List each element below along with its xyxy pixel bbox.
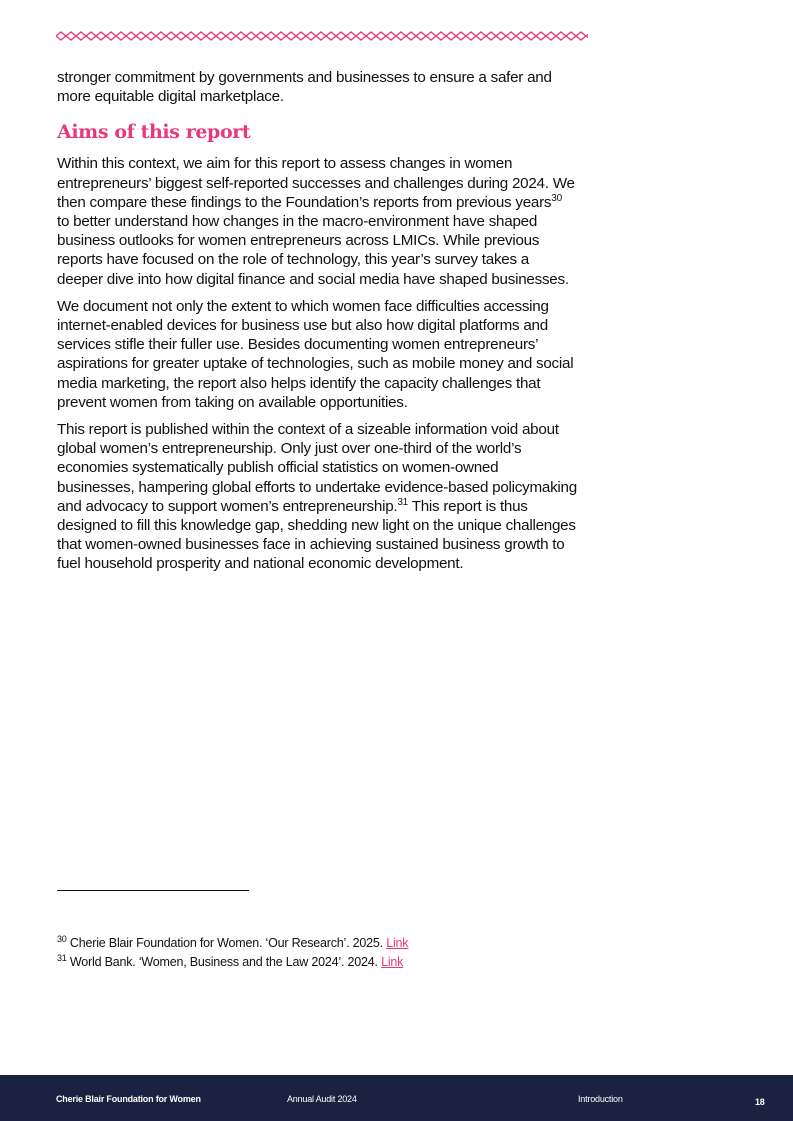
footnote-number: 30: [57, 934, 67, 944]
footnote-ref-31[interactable]: 31: [397, 496, 408, 508]
aims-paragraph-3: [57, 420, 577, 574]
section-heading: Aims of this report: [57, 121, 251, 144]
aims-paragraph-1: [57, 154, 577, 288]
footnote-ref-30[interactable]: 30: [551, 192, 562, 204]
footnote-text: World Bank. ‘Women, Business and the Law 2024’. 2024.: [69, 955, 382, 969]
intro-continuation-paragraph: stronger commitment by governments and businesses to ensure a safer and more equitable digital marketplace.: [57, 69, 552, 106]
main-content: [57, 68, 577, 582]
footnote-link[interactable]: Link: [381, 955, 404, 969]
paragraph-text: to better understand how changes in the macro-environment have shaped business outlooks for women entrepreneurs across LMICs. While previous reports have focused on the role of technology, this year’s survey takes a deeper dive into how digital finance and social media have shaped businesses.: [57, 213, 569, 288]
decorative-zigzag-border: [56, 28, 588, 44]
footer-organization: Cherie Blair Foundation for Women: [56, 1094, 201, 1104]
footer-section-name: Introduction: [578, 1094, 623, 1104]
page-footer: [0, 1075, 793, 1121]
footnote-item: [57, 953, 408, 972]
footnote-number: 31: [57, 953, 67, 963]
footnote-item: [57, 934, 408, 953]
footnote-divider: [57, 890, 249, 891]
aims-paragraph-2: We document not only the extent to which women face difficulties accessing internet-enabled devices for business use but also how digital platforms and services stifle their fuller use. Besides documenting women entrepreneurs’ aspirations for greater uptake of technologies, such as mobile money and social media marketing, the report also helps identify the capacity challenges that prevent women from taking on available opportunities.: [57, 297, 574, 411]
page-number: 18: [755, 1097, 765, 1107]
footnote-link[interactable]: Link: [386, 936, 409, 950]
footer-report-title: Annual Audit 2024: [287, 1094, 357, 1104]
paragraph-text: This report is thus designed to fill this knowledge gap, shedding new light on the unique challenges that women-owned businesses face in achieving sustained business growth to fuel household prosperity and national economic development.: [57, 497, 576, 573]
paragraph-text: Within this context, we aim for this report to assess changes in women entrepreneurs’ biggest self-reported successes and challenges during 2024. We then compare these findings to the Foundation’s reports from previous years: [57, 155, 575, 211]
footnotes: [57, 934, 408, 972]
footnote-text: Cherie Blair Foundation for Women. ‘Our Research’. 2025.: [69, 936, 387, 950]
paragraph-text: This report is published within the context of a sizeable information void about global women’s entrepreneurship. Only just over one-third of the world’s economies systematically publish official statistics on women-owned businesses, hampering global efforts to undertake evidence-based policymaking and advocacy to support women’s entrepreneurship.: [57, 421, 577, 515]
